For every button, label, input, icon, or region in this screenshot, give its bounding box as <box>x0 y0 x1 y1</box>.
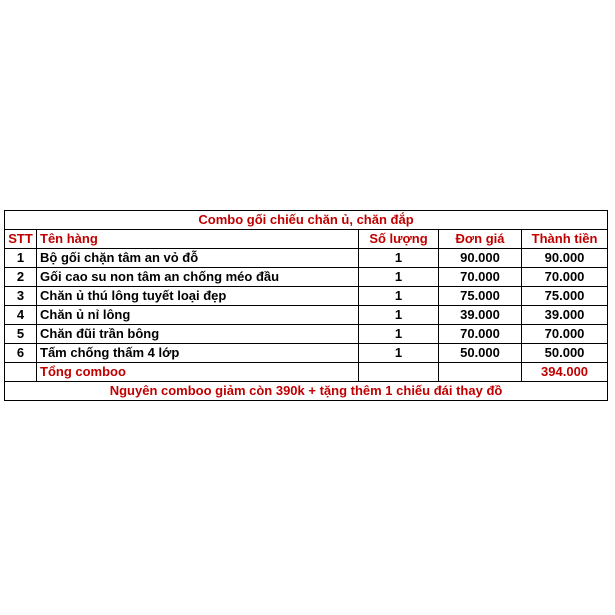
title-row <box>5 211 608 230</box>
row-stt: 6 <box>5 344 37 363</box>
row-name: Chăn ủ nỉ lông <box>37 306 359 325</box>
header-price: Đơn giá <box>439 230 522 249</box>
row-total: 70.000 <box>522 268 608 287</box>
footer-note: Nguyên comboo giảm còn 390k + tặng thêm 1 chiếu đái thay đồ <box>5 382 608 401</box>
summary-empty-cell <box>5 363 37 382</box>
row-total: 50.000 <box>522 344 608 363</box>
header-row <box>5 230 608 249</box>
price-table <box>4 210 608 401</box>
row-price: 90.000 <box>439 249 522 268</box>
summary-total: 394.000 <box>522 363 608 382</box>
table-row <box>5 268 608 287</box>
header-total: Thành tiền <box>522 230 608 249</box>
table-row <box>5 287 608 306</box>
row-price: 70.000 <box>439 268 522 287</box>
row-qty: 1 <box>359 249 439 268</box>
row-price: 75.000 <box>439 287 522 306</box>
footer-row <box>5 382 608 401</box>
row-qty: 1 <box>359 268 439 287</box>
table-row <box>5 325 608 344</box>
row-qty: 1 <box>359 344 439 363</box>
summary-empty-cell <box>359 363 439 382</box>
row-price: 50.000 <box>439 344 522 363</box>
header-qty: Số lượng <box>359 230 439 249</box>
row-name: Chăn ủ thú lông tuyết loại đẹp <box>37 287 359 306</box>
table-title: Combo gối chiếu chăn ủ, chăn đắp <box>5 211 608 230</box>
row-stt: 1 <box>5 249 37 268</box>
row-stt: 4 <box>5 306 37 325</box>
row-name: Tấm chống thấm 4 lớp <box>37 344 359 363</box>
row-name: Chăn đũi trần bông <box>37 325 359 344</box>
row-total: 39.000 <box>522 306 608 325</box>
row-name: Bộ gối chặn tâm an vỏ đỗ <box>37 249 359 268</box>
row-qty: 1 <box>359 306 439 325</box>
header-stt: STT <box>5 230 37 249</box>
row-total: 70.000 <box>522 325 608 344</box>
header-name: Tên hàng <box>37 230 359 249</box>
row-qty: 1 <box>359 325 439 344</box>
row-price: 70.000 <box>439 325 522 344</box>
summary-label: Tổng comboo <box>37 363 359 382</box>
summary-empty-cell <box>439 363 522 382</box>
row-qty: 1 <box>359 287 439 306</box>
row-price: 39.000 <box>439 306 522 325</box>
table-row <box>5 344 608 363</box>
summary-row <box>5 363 608 382</box>
row-stt: 5 <box>5 325 37 344</box>
row-total: 75.000 <box>522 287 608 306</box>
row-total: 90.000 <box>522 249 608 268</box>
row-stt: 2 <box>5 268 37 287</box>
row-name: Gối cao su non tâm an chống méo đầu <box>37 268 359 287</box>
table-row <box>5 306 608 325</box>
table-row <box>5 249 608 268</box>
row-stt: 3 <box>5 287 37 306</box>
